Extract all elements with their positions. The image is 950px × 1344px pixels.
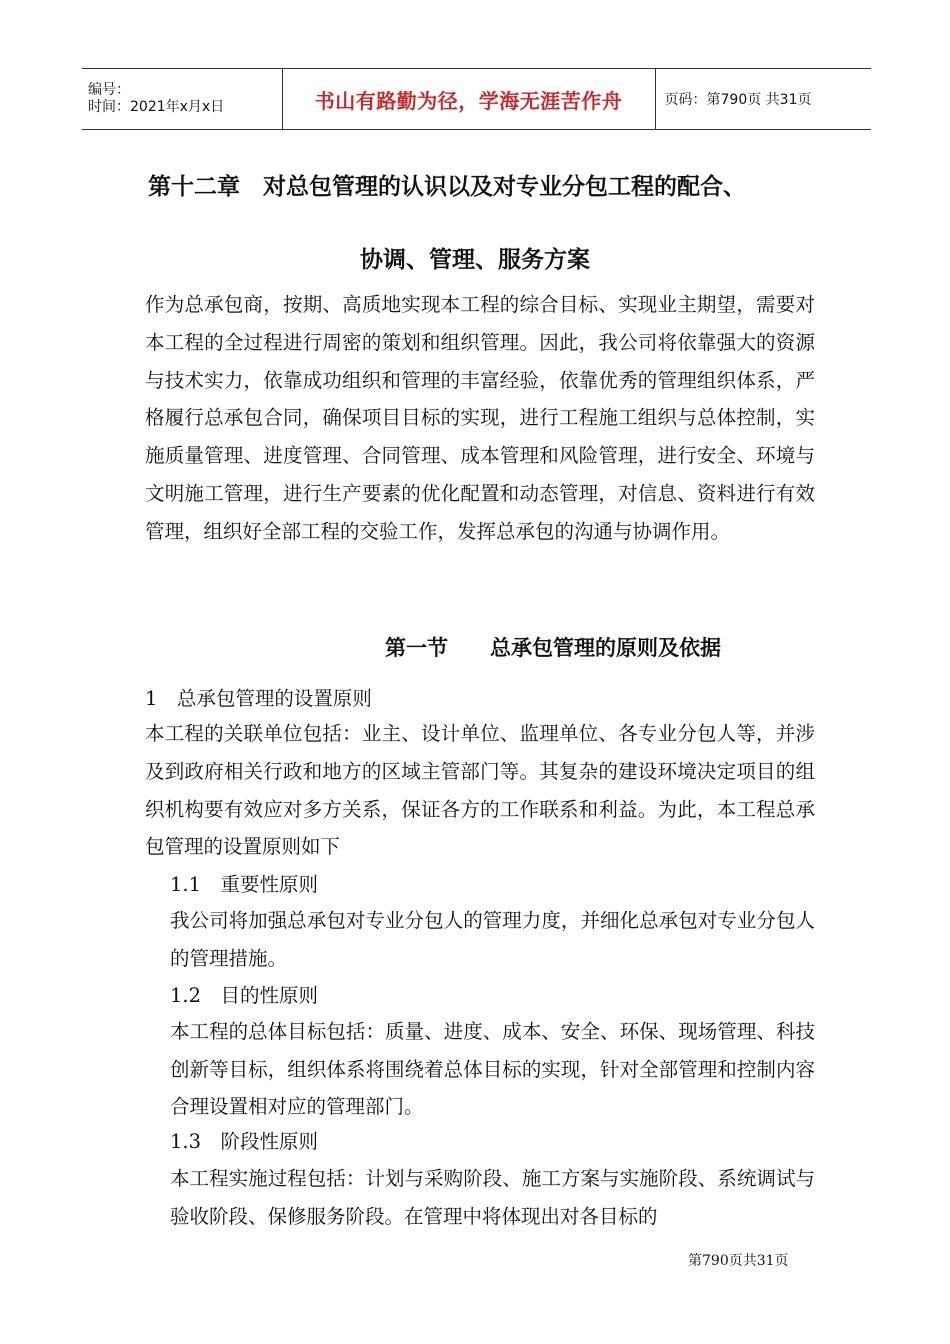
header-motto-cell <box>282 69 655 130</box>
heading-1: 1 总承包管理的设置原则 <box>145 687 372 710</box>
subheading-1-1-text: 我公司将加强总承包对专业分包人的管理力度，并细化总承包对专业分包人的管理措施。 <box>170 909 815 970</box>
heading-1-paragraph: 本工程的关联单位包括：业主、设计单位、监理单位、各专业分包人等，并涉及到政府相关行政和地方的区域主管部门等。其复杂的建设环境决定项目的组织机构要有效应对多方关系，保证各方的工作联系和利益。为此，本工程总承包管理的设置原则如下 <box>145 722 815 859</box>
chapter-title-line1: 第十二章 对总包管理的认识以及对专业分包工程的配合、 <box>148 174 746 200</box>
section-title: 第一节 总承包管理的原则及依据 <box>385 636 721 660</box>
subheading-1-1: 1.1 重要性原则 <box>170 873 319 896</box>
document-time-label: 时间：2021年x月x日 <box>88 99 225 115</box>
intro-paragraph: 作为总承包商，按期、高质地实现本工程的综合目标、实现业主期望，需要对本工程的全过程进行周密的策划和组织管理。因此，我公司将依靠强大的资源与技术实力，依靠成功组织和管理的丰富经验，依靠优秀的管理组织体系，严格履行总承包合同，确保项目目标的实现，进行工程施工组织与总体控制，实施质量管理、进度管理、合同管理、成本管理和风险管理，进行安全、环境与文明施工管理，进行生产要素的优化配置和动态管理，对信息、资料进行有效管理，组织好全部工程的交验工作，发挥总承包的沟通与协调作用。 <box>145 293 815 543</box>
chapter-title-line2: 协调、管理、服务方案 <box>360 247 590 273</box>
page-header <box>82 68 871 130</box>
header-left-cell <box>82 69 282 130</box>
document-number-label: 编号： <box>88 82 130 98</box>
page-footer: 第790页共31页 <box>688 1253 789 1269</box>
subheading-1-2: 1.2 目的性原则 <box>170 984 319 1007</box>
subheading-1-2-text: 本工程的总体目标包括：质量、进度、成本、安全、环保、现场管理、科技创新等目标，组织体系将围绕着总体目标的实现，针对全部管理和控制内容合理设置相对应的管理部门。 <box>170 1020 815 1118</box>
header-right-cell <box>655 69 871 130</box>
subheading-1-3: 1.3 阶段性原则 <box>170 1130 319 1153</box>
header-motto: 书山有路勤为径，学海无涯苦作舟 <box>314 88 623 113</box>
header-page-info: 页码：第790页 共31页 <box>664 92 812 108</box>
subheading-1-3-text: 本工程实施过程包括：计划与采购阶段、施工方案与实施阶段、系统调试与验收阶段、保修服务阶段。在管理中将体现出对各目标的 <box>170 1167 815 1228</box>
